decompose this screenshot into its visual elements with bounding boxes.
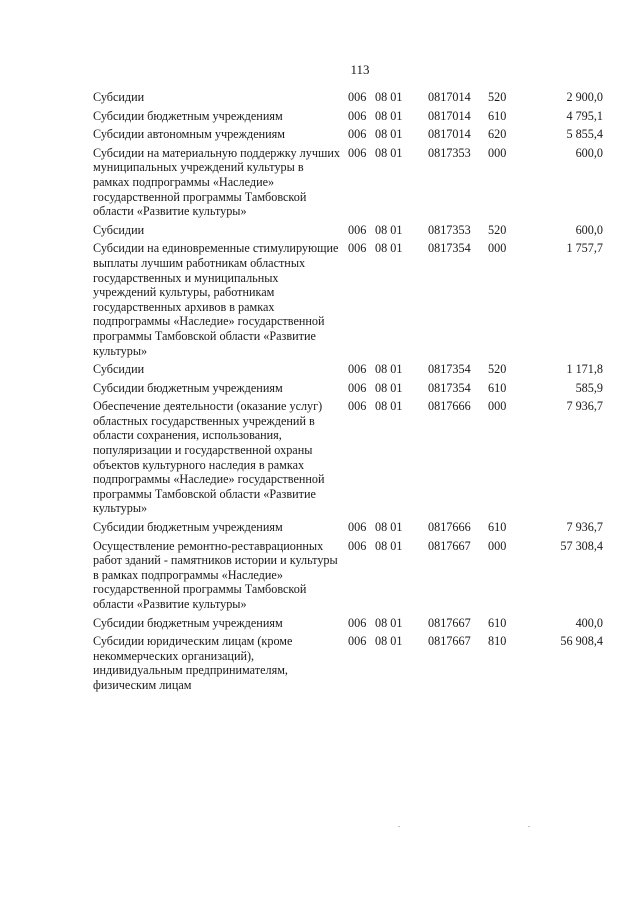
table-row — [93, 520, 603, 535]
table-row — [93, 223, 603, 238]
row-target-code: 0817354 — [428, 362, 471, 377]
row-section-code: 08 01 — [375, 380, 403, 395]
row-admin-code: 006 — [348, 615, 367, 630]
row-section-code: 08 01 — [375, 634, 403, 649]
row-target-code: 0817353 — [428, 145, 471, 160]
row-admin-code: 006 — [348, 399, 367, 414]
row-expense-type-code: 520 — [488, 222, 507, 237]
row-amount: 7 936,7 — [566, 520, 603, 535]
row-amount: 600,0 — [575, 145, 603, 160]
row-amount: 585,9 — [575, 380, 603, 395]
row-amount: 1 171,8 — [566, 362, 603, 377]
row-section-code: 08 01 — [375, 362, 403, 377]
row-target-code: 0817014 — [428, 108, 471, 123]
row-admin-code: 006 — [348, 108, 367, 123]
table-row — [93, 362, 603, 377]
row-description: Субсидии бюджетным учреждениям — [93, 380, 283, 395]
row-description: Субсидии бюджетным учреждениям — [93, 108, 283, 123]
scan-artifact — [528, 826, 530, 827]
page-number: 113 — [350, 62, 370, 77]
row-section-code: 08 01 — [375, 127, 403, 142]
row-target-code: 0817354 — [428, 380, 471, 395]
row-expense-type-code: 810 — [488, 634, 507, 649]
budget-table — [93, 90, 603, 697]
row-expense-type-code: 000 — [488, 538, 507, 553]
row-target-code: 0817667 — [428, 538, 471, 553]
row-section-code: 08 01 — [375, 145, 403, 160]
row-description: Субсидии — [93, 362, 145, 377]
table-row — [93, 241, 603, 358]
row-description: Субсидии — [93, 90, 145, 104]
row-expense-type-code: 620 — [488, 127, 507, 142]
row-admin-code: 006 — [348, 520, 367, 535]
row-expense-type-code: 610 — [488, 615, 507, 630]
row-description: Субсидии бюджетным учреждениям — [93, 615, 283, 630]
row-description: Осуществление ремонтно-реставрационных работ зданий - памятников истории и культуры в рамках подпрограммы «Наследие» государственной программы Тамбовской области «Развитие культуры» — [93, 538, 338, 611]
row-amount: 56 908,4 — [560, 634, 603, 649]
row-target-code: 0817667 — [428, 634, 471, 649]
row-admin-code: 006 — [348, 241, 367, 256]
row-admin-code: 006 — [348, 362, 367, 377]
row-description: Субсидии автономным учреждениям — [93, 127, 285, 142]
row-amount: 400,0 — [575, 615, 603, 630]
table-row — [93, 399, 603, 516]
row-amount: 4 795,1 — [566, 108, 603, 123]
row-description: Обеспечение деятельности (оказание услуг) областных государственных учреждений в области сохранения, использования, популяризации и государственной охраны объектов культурного наследия в рамках подпрограммы «Наследие» государственной программы Тамбовской области «Развитие культуры» — [93, 399, 325, 516]
row-description: Субсидии на материальную поддержку лучших муниципальных учреждений культуры в рамках подпрограммы «Наследие» государственной программы Тамбовской области «Развитие культуры» — [93, 145, 340, 219]
table-row — [93, 127, 603, 142]
row-admin-code: 006 — [348, 90, 367, 104]
row-section-code: 08 01 — [375, 520, 403, 535]
row-admin-code: 006 — [348, 127, 367, 142]
row-amount: 600,0 — [575, 222, 603, 237]
row-amount: 5 855,4 — [566, 127, 603, 142]
row-expense-type-code: 610 — [488, 380, 507, 395]
row-expense-type-code: 520 — [488, 90, 507, 104]
row-expense-type-code: 000 — [488, 241, 507, 256]
row-section-code: 08 01 — [375, 108, 403, 123]
row-section-code: 08 01 — [375, 90, 403, 104]
row-target-code: 0817666 — [428, 520, 471, 535]
row-expense-type-code: 610 — [488, 108, 507, 123]
table-row — [93, 109, 603, 124]
row-admin-code: 006 — [348, 222, 367, 237]
table-row — [93, 539, 603, 612]
row-description: Субсидии юридическим лицам (кроме некоммерческих организаций), индивидуальным предпринимателям, физическим лицам — [93, 634, 293, 692]
row-section-code: 08 01 — [375, 538, 403, 553]
row-target-code: 0817014 — [428, 127, 471, 142]
row-section-code: 08 01 — [375, 399, 403, 414]
scan-artifact — [398, 826, 400, 827]
row-amount: 2 900,0 — [566, 90, 603, 104]
row-section-code: 08 01 — [375, 222, 403, 237]
row-expense-type-code: 520 — [488, 362, 507, 377]
row-amount: 57 308,4 — [560, 538, 603, 553]
row-amount: 1 757,7 — [566, 241, 603, 256]
table-row — [93, 90, 603, 105]
table-row — [93, 146, 603, 219]
row-target-code: 0817354 — [428, 241, 471, 256]
row-section-code: 08 01 — [375, 615, 403, 630]
row-expense-type-code: 000 — [488, 145, 507, 160]
row-target-code: 0817666 — [428, 399, 471, 414]
row-description: Субсидии на единовременные стимулирующие выплаты лучшим работникам областных государственных и муниципальных учреждений культуры, работникам государственных архивов в рамках подпрограммы «Наследие» государственной программы Тамбовской области «Развитие культуры» — [93, 241, 339, 358]
row-amount: 7 936,7 — [566, 399, 603, 414]
table-row — [93, 616, 603, 631]
row-target-code: 0817667 — [428, 615, 471, 630]
row-target-code: 0817353 — [428, 222, 471, 237]
row-description: Субсидии бюджетным учреждениям — [93, 520, 283, 535]
row-admin-code: 006 — [348, 538, 367, 553]
row-admin-code: 006 — [348, 145, 367, 160]
table-row — [93, 634, 603, 692]
row-admin-code: 006 — [348, 380, 367, 395]
row-description: Субсидии — [93, 222, 145, 237]
row-admin-code: 006 — [348, 634, 367, 649]
row-target-code: 0817014 — [428, 90, 471, 104]
row-section-code: 08 01 — [375, 241, 403, 256]
row-expense-type-code: 000 — [488, 399, 507, 414]
row-expense-type-code: 610 — [488, 520, 507, 535]
table-row — [93, 381, 603, 396]
